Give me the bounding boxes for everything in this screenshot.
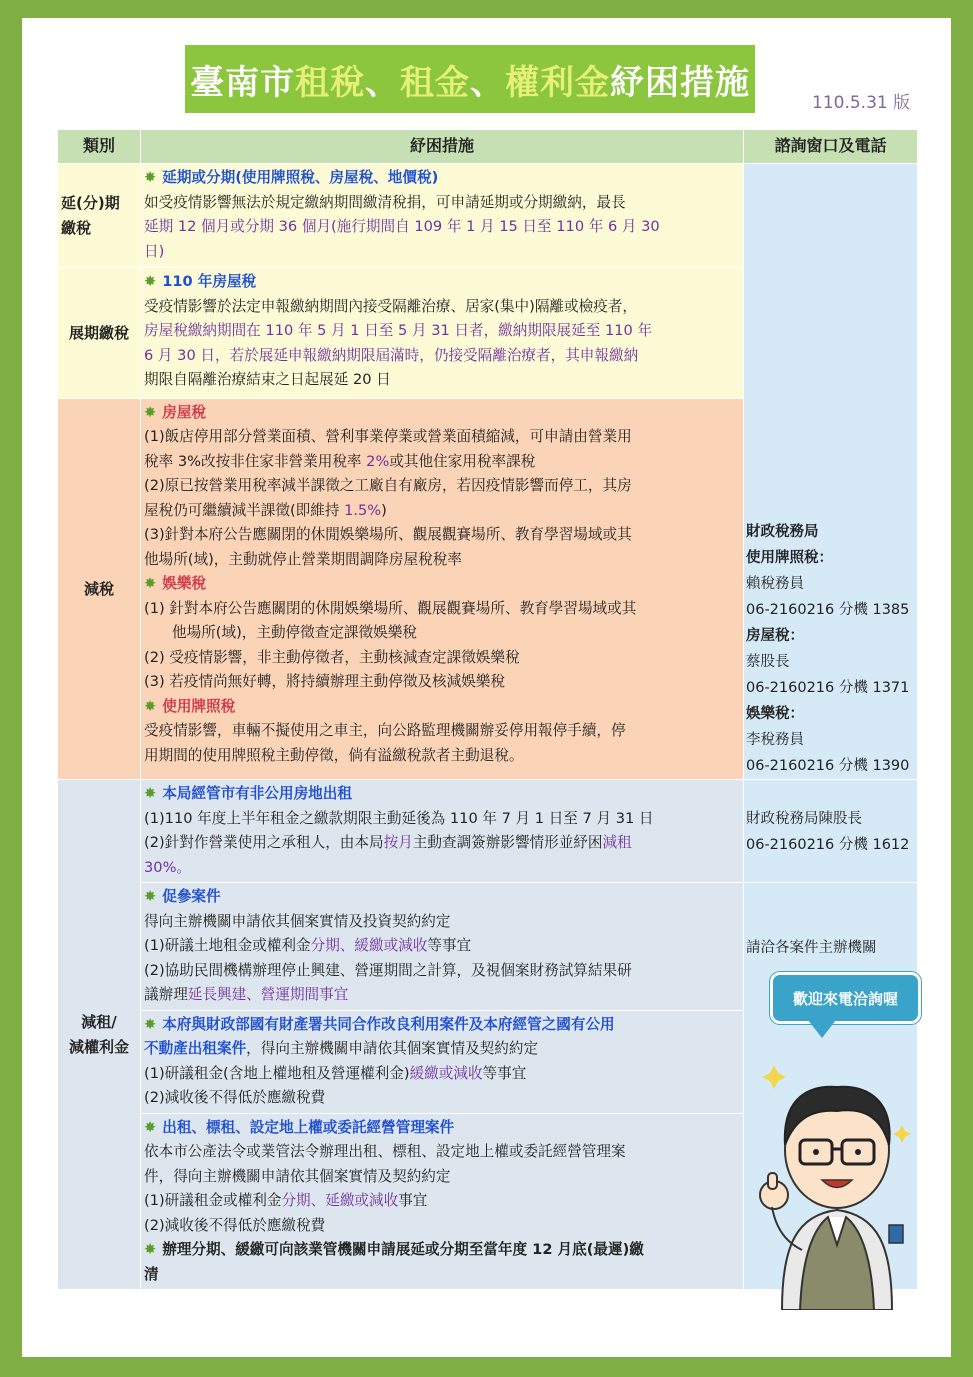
measure-cell: ✸ 出租、標租、設定地上權或委託經營管理案件 依本市公產法令或業管法令辦理出租、標租、設定地上權或委託經營管理案 件，得向主辦機關申請依其個案實情及契約約定 (1)研議租金或權利金分期、延繳或減收事宜 (2)減收後不得低於應繳稅費 ✸ 辦理分期、緩繳可向該業管機關申請展延或分期至當年度 12 月底(最遲)繳 清: [141, 1113, 744, 1290]
measure-cell: ✸ 本局經管市有非公用房地出租 (1)110 年度上半年租金之繳款期限主動延後為 110 年 7 月 1 日至 7 月 31 日 (2)針對作營業使用之承租人，由本局按月主動查調簽辦影響情形並紓困減租 30%。: [141, 780, 744, 883]
category-cell: 延(分)期 繳稅: [58, 164, 141, 268]
leaf-icon: ✸: [144, 169, 157, 186]
table-header-row: [58, 130, 918, 164]
leaf-icon: ✸: [144, 273, 157, 290]
leaf-icon: ✸: [144, 888, 157, 905]
table-row: [58, 780, 918, 883]
bubble-tail: [808, 1020, 836, 1038]
measure-cell: ✸ 房屋稅 (1)飯店停用部分營業面積、營利事業停業或營業面積縮減，可申請由營業用 稅率 3%改按非住家非營業用稅率 2%或其他住家用稅率課稅 (2)原已按營業用稅率減半課徵之工廠自有廠房，若因疫情影響而停工，其房 屋稅仍可繼續減半課徵(即維持 1.5%) (3)針對本府公告應關閉的休閒娛樂場所、觀展觀賽場所、教育學習場域或其 他場所(域)，主動就停止營業期間調降房屋稅稅率 ✸ 娛樂稅 (1) 針對本府公告應關閉的休閒娛樂場所、觀展觀賽場所、教育學習場域或其 他場所(域)，主動停徵查定課徵娛樂稅 (2) 受疫情影響，非主動停徵者，主動核減查定課徵娛樂稅 (3) 若疫情尚無好轉，將持續辦理主動停徵及核減娛樂稅 ✸ 使用牌照稅 受疫情影響，車輛不擬使用之車主，向公路監理機關辦妥停用報停手續，停 用期間的使用牌照稅主動停徵，倘有溢繳稅款者主動退稅。: [141, 398, 744, 779]
contact-cell-property: 財政稅務局陳股長 06-2160216 分機 1612: [744, 780, 918, 883]
leaf-icon: ✸: [144, 403, 157, 421]
category-cell: 減稅: [58, 398, 141, 779]
leaf-icon: ✸: [144, 1241, 157, 1258]
leaf-icon: ✸: [144, 575, 157, 593]
header-contact: 諮詢窗口及電話: [744, 130, 918, 164]
leaf-icon: ✸: [144, 785, 157, 802]
page-title: 臺南市 租稅 、 租金 、 權利金 紓困措施: [185, 45, 755, 113]
category-cell: 減租/ 減權利金: [58, 780, 141, 1290]
header-measures: 紓困措施: [141, 130, 744, 164]
contact-cell-tax: 財政稅務局 使用牌照稅： 賴稅務員 06-2160216 分機 1385 房屋稅： 蔡股長 06-2160216 分機 1371 娛樂稅： 李稅務員 06-2160216 分機 1390: [744, 164, 918, 780]
version-label: 110.5.31 版: [812, 93, 911, 113]
leaf-icon: ✸: [144, 697, 157, 715]
header-category: 類別: [58, 130, 141, 164]
category-cell: 展期繳稅: [58, 268, 141, 399]
leaf-icon: ✸: [144, 1015, 157, 1033]
mascot-icon: [752, 1045, 922, 1310]
measure-cell: ✸ 110 年房屋稅 受疫情影響於法定申報繳納期間內接受隔離治療、居家(集中)隔離或檢疫者， 房屋稅繳納期間在 110 年 5 月 1 日至 5 月 31 日者，繳納期限展延至 110 年 6 月 30 日，若於展延申報繳納期限屆滿時，仍接受隔離治療者，其申報繳納 期限自隔離治療結束之日起展延 20 日: [141, 268, 744, 399]
table-row: [58, 164, 918, 268]
inquiry-bubble: 歡迎來電洽詢喔: [770, 972, 921, 1024]
measure-cell: ✸ 促參案件 得向主辦機關申請依其個案實情及投資契約約定 (1)研議土地租金或權利金分期、緩繳或減收等事宜 (2)協助民間機構辦理停止興建、營運期間之計算，及視個案財務試算結果研 議辦理延長興建、營運期間事宜: [141, 883, 744, 1011]
measure-cell: ✸ 本府與財政部國有財產署共同合作改良利用案件及本府經管之國有公用 不動產出租案件，得向主辦機關申請依其個案實情及契約約定 (1)研議租金(含地上權地租及營運權利金)緩繳或減收等事宜 (2)減收後不得低於應繳稅費: [141, 1010, 744, 1113]
measure-cell: ✸ 延期或分期(使用牌照稅、房屋稅、地價稅) 如受疫情影響無法於規定繳納期間繳清稅捐，可申請延期或分期繳納，最長 延期 12 個月或分期 36 個月(施行期間自 109 年 1 月 15 日至 110 年 6 月 30 日): [141, 164, 744, 268]
contact-cell-agency: 請洽各案件主辦機關: [744, 883, 918, 1290]
leaf-icon: ✸: [144, 1118, 157, 1136]
